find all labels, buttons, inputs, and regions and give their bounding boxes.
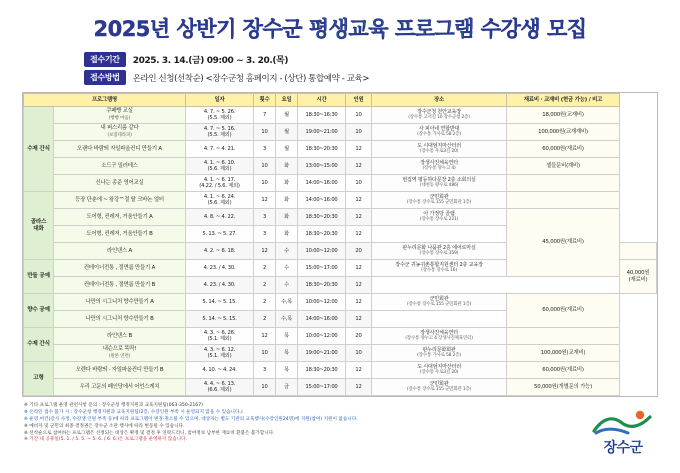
cell-date: 5. 13. ~ 5. 27.	[186, 226, 254, 243]
cell-time: 10:00~12:00	[298, 243, 346, 260]
cell-place: 번집역 평등하다문장 2층 소회의실 (대천동 왕수로 486)	[372, 175, 507, 192]
cell-date: 4. 4. ~ 6. 13. (6.6. 제외)	[186, 379, 254, 396]
cell-count: 10	[254, 124, 276, 141]
cell-fee: 18,000원(교재비)	[507, 107, 620, 124]
poster-title-block	[0, 0, 680, 43]
cell-fee	[507, 328, 620, 345]
cell-program-name: 도어형, 컨레저, 거움안들기 B	[54, 226, 186, 243]
cell-fee: 셀들문비(재비)	[507, 158, 620, 175]
cell-date: 4. 7. ~ 4. 21.	[186, 141, 254, 158]
cell-category: 수제 간식	[24, 328, 54, 362]
cell-count: 3	[254, 141, 276, 158]
cell-date: 4. 1. ~ 6. 10. (5.6. 제외)	[186, 158, 254, 175]
cell-people: 12	[346, 141, 372, 158]
cell-time: 10:00~12:00	[298, 294, 346, 311]
cell-program-name: 우리 고문의 페인당에서 어언스케치	[54, 379, 186, 396]
cell-program-name: 내슨으로 똑딱! (원론 연면)	[54, 345, 186, 362]
cell-fee: 50,000원(개별문의 가능)	[507, 379, 620, 396]
footnote-line: ※ 기간 내 공휴일(5. 1. / 5. 5. ~ 5. 6. / 6. 6.)은 프로그램을 운영하지 않습니다.	[24, 437, 188, 443]
cell-count: 3	[254, 209, 276, 226]
page-title	[0, 13, 680, 43]
col-time: 시간	[298, 94, 346, 107]
cell-count: 2	[254, 294, 276, 311]
cell-time: 15:00~17:00	[298, 379, 346, 396]
cell-place: 판누리문화회관 (장수통 가사로 58 2층)	[372, 345, 507, 362]
cell-place: 판누리문화 나품관 2층 에어로마실 (장수통 장수로 359)	[372, 243, 507, 260]
cell-time: 19:00~21:00	[298, 124, 346, 141]
title-part-1: 2025년 상반기 장수군	[93, 17, 309, 41]
cell-people: 12	[346, 311, 372, 328]
cell-date: 4. 3. ~ 6. 12. (5.1. 제외)	[186, 345, 254, 362]
jangsu-emblem-icon	[592, 409, 654, 435]
cell-place: 장생사진체육연터 (장수통 양누고 4 장생사진체육연터)	[372, 328, 507, 345]
cell-program-name: 라인댄스 A	[54, 243, 186, 260]
col-place: 장소	[372, 94, 507, 107]
cell-day: 목	[276, 328, 298, 345]
cell-count: 10	[254, 158, 276, 175]
cell-place: 군민회관 (장수통 장수로 155 군민회관 1층)	[372, 379, 507, 396]
logo-name: 장수군	[603, 440, 643, 456]
cell-day: 월	[276, 107, 298, 124]
cell-time: 19:00~21:00	[298, 345, 346, 362]
value-application-method: 온라인 신청(선착순) <장수군청 홈페이지 - (상단) 통합예약 - 교육>	[132, 73, 370, 84]
table-row	[24, 141, 657, 158]
cell-people: 12	[346, 277, 372, 294]
cell-fee	[507, 175, 620, 192]
cell-fee: 100,000원(교재비)	[507, 345, 620, 362]
table-head	[24, 94, 657, 107]
cell-program-name: 등장 단춘에 ~ 왕강™절 탈 크바논 얼터	[54, 192, 186, 209]
label-application-period: 접수기간	[84, 52, 126, 67]
footnote-line: ※ 선착순으로 참여하는 프로그램은 선정되는 대상은 확정 및 결정 후 연락드리니, 참여정보 남부한 재료비 환불은 불가합니다.	[24, 430, 275, 436]
cell-count: 2	[254, 260, 276, 277]
cell-time: 18:30~16:30	[298, 107, 346, 124]
table-row	[24, 379, 657, 396]
cell-date: 4. 2. ~ 6. 18.	[186, 243, 254, 260]
cell-count: 3	[254, 226, 276, 243]
cell-date: 4. 1. ~ 6. 17. (4.22. / 5.6. 제외)	[186, 175, 254, 192]
cell-program-name: 쿠페빵 교실 (빵빵 마음)	[54, 107, 186, 124]
cell-fee: 40,000원(재료비)	[620, 260, 657, 294]
cell-count: 10	[254, 379, 276, 396]
cell-day: 화	[276, 209, 298, 226]
table-row	[24, 158, 657, 175]
cell-people: 12	[346, 226, 372, 243]
cell-place: 군민회관 (장수통 장수로 155 군민회관 1층)	[372, 192, 507, 209]
cell-day: 수	[276, 277, 298, 294]
col-people: 인원	[346, 94, 372, 107]
cell-people: 20	[346, 328, 372, 345]
cell-count: 10	[254, 175, 276, 192]
table-row	[24, 209, 657, 226]
table-row	[24, 294, 657, 311]
info-row-method	[84, 70, 680, 85]
table-row	[24, 328, 657, 345]
footnotes	[24, 403, 464, 444]
cell-people: 10	[346, 175, 372, 192]
value-application-period: 2025. 3. 14.(금) 09:00 ~ 3. 20.(목)	[132, 56, 289, 66]
cell-program-name: 오랜다 바람띄 자일파올컨디 만들기 A	[54, 141, 186, 158]
cell-fee: 60,000원(재료비)	[507, 362, 620, 379]
cell-day: 목	[276, 345, 298, 362]
cell-time: 14:00~16:00	[298, 175, 346, 192]
table-row	[24, 107, 657, 124]
cell-people: 12	[346, 209, 372, 226]
cell-time: 18:30~20:30	[298, 209, 346, 226]
cell-day: 화	[276, 192, 298, 209]
cell-program-name: 컨테이너전통 , 절면롬 만들기 B	[54, 277, 186, 294]
cell-time: 13:00~15:00	[298, 158, 346, 175]
cell-program-name: 컨테이너전통 , 절면롬 만들기 A	[54, 260, 186, 277]
cell-day: 화	[276, 226, 298, 243]
cell-fee	[507, 192, 620, 209]
cell-place: 사 피아네 연합반대 (장수통 가사로 58 2층)	[372, 124, 507, 141]
cell-fee: 60,000원(재료비)	[507, 141, 620, 158]
cell-program-name: 오렌다 바람띄 · 자일파올컨디 만들기 B	[54, 362, 186, 379]
cell-day: 목	[276, 362, 298, 379]
cell-people: 10	[346, 345, 372, 362]
col-program-name: 프로그램명	[24, 94, 186, 107]
cell-count: 10	[254, 345, 276, 362]
cell-count: 3	[254, 362, 276, 379]
cell-program-name: 나만의 시그니처 향수만들기 B	[54, 311, 186, 328]
cell-day: 수,목	[276, 294, 298, 311]
cell-day: 화	[276, 158, 298, 175]
cell-date: 4. 23. / 4. 30.	[186, 260, 254, 277]
cell-fee: 100,000원(교재재비)	[507, 124, 620, 141]
cell-date: 4. 7. ~ 5. 26. (5.5. 제외)	[186, 107, 254, 124]
cell-category: 향수 공예	[24, 294, 54, 328]
cell-category: 고형	[24, 362, 54, 396]
cell-time: 15:00~17:00	[298, 260, 346, 277]
cell-category: 수제 간식	[24, 107, 54, 192]
cell-day: 수	[276, 260, 298, 277]
title-part-2: 평생교육 프로그램	[308, 17, 481, 41]
cell-day: 화	[276, 175, 298, 192]
cell-people: 12	[346, 158, 372, 175]
program-table-wrapper	[22, 92, 658, 397]
cell-date: 4. 8. ~ 4. 22.	[186, 209, 254, 226]
cell-time: 10:00~12:00	[298, 328, 346, 345]
cell-place: 장생사진체육연터 (장수통 양누고 4)	[372, 158, 507, 175]
col-day: 요일	[276, 94, 298, 107]
cell-people: 12	[346, 379, 372, 396]
table-row	[24, 124, 657, 141]
label-application-method: 접수방법	[84, 70, 126, 85]
cell-count: 2	[254, 277, 276, 294]
footnote-line: ※ 온라인 접수 불가 시 : 장수군청 행정지원과 교육지원팀(2층, 수강인원 부족 시 운영되지 않을 수 있습니다.)	[24, 409, 243, 415]
cell-time: 18:30~20:30	[298, 141, 346, 158]
cell-place: 아 가정당 골램 (장수통 장수로 221)	[372, 209, 507, 226]
cell-time: 14:00~16:00	[298, 311, 346, 328]
cell-place: 장수군청 천안교육장 (장수통 고서길 10 장수군청 2층)	[372, 107, 507, 124]
cell-program-name: 소드구 밀러테스	[54, 158, 186, 175]
cell-category: 골라스 대화	[24, 192, 54, 260]
col-date: 일자	[186, 94, 254, 107]
cell-count: 12	[254, 328, 276, 345]
cell-date: 5. 14. ~ 5. 15.	[186, 311, 254, 328]
cell-place: 도 시대엄지마산터러 (장수통 우로3길 20)	[372, 141, 507, 158]
footnote-line: ※ 운영 여건(강사 사정, 수강생 인원 부족 등)에 따라 프로그램이 변경·취소될 수 있으며, 대상자는 별도 기관의 교육행사(수강인원24명)에 지원(참여) 지원이 없습니다.	[24, 416, 358, 422]
cell-time: 14:00~16:00	[298, 192, 346, 209]
cell-time: 18:30~20:30	[298, 277, 346, 294]
table-row	[24, 277, 657, 294]
cell-category: 만들 공예	[24, 260, 54, 294]
cell-day: 수,목	[276, 311, 298, 328]
cell-date: 4. 23. / 4. 30.	[186, 277, 254, 294]
cell-people: 12	[346, 362, 372, 379]
cell-fee: 60,000원(재료비)	[507, 294, 620, 328]
program-table	[23, 93, 657, 396]
col-count: 횟수	[254, 94, 276, 107]
col-fee: 재료비 · 교재비 (현금 가능) / 비고	[507, 94, 620, 107]
cell-date: 5. 14. ~ 5. 15.	[186, 294, 254, 311]
cell-day: 금	[276, 379, 298, 396]
cell-time: 18:30~20:30	[298, 362, 346, 379]
cell-program-name: 나만의 시그니처 향수만들기 A	[54, 294, 186, 311]
cell-people: 10	[346, 107, 372, 124]
cell-count: 2	[254, 311, 276, 328]
table-row	[24, 175, 657, 192]
logo-block	[592, 409, 654, 457]
cell-day: 월	[276, 124, 298, 141]
table-row	[24, 345, 657, 362]
table-row	[24, 362, 657, 379]
cell-place: 도 시대엄지마산터러 (장수통 우로3길 20)	[372, 362, 507, 379]
cell-date: 4. 3. ~ 6. 26. (5.1. 제외)	[186, 328, 254, 345]
cell-program-name: 신나는 종준 영어교실	[54, 175, 186, 192]
cell-people: 12	[346, 294, 372, 311]
info-block	[0, 52, 680, 85]
cell-time: 18:30~20:30	[298, 226, 346, 243]
cell-fee: 45,000원(재료비)	[507, 209, 620, 277]
cell-day: 월	[276, 141, 298, 158]
cell-date: 4. 10. ~ 4. 24.	[186, 362, 254, 379]
cell-program-name: 도어형, 컨레저, 거움안들기 A	[54, 209, 186, 226]
table-header-row	[24, 94, 657, 107]
table-row	[24, 192, 657, 209]
cell-program-name: 라인댄스 B	[54, 328, 186, 345]
cell-program-name: 내 퍼스리름 같다 (보점테라피)	[54, 124, 186, 141]
cell-count: 12	[254, 243, 276, 260]
info-row-period	[84, 52, 680, 67]
cell-day: 수	[276, 243, 298, 260]
cell-people: 12	[346, 192, 372, 209]
footnote-line: ※ 예비자 및 군민의 최종 결정권은 장수군 소관 행사에 따라 변동될 수 있습니다.	[24, 423, 185, 429]
cell-people: 12	[346, 260, 372, 277]
footnote-line: ※ 기타 프로그램 운영 관련사항 문의 : 장수군청 행정지원과 교육지원팀(063-350-2167)	[24, 403, 203, 408]
title-part-3: 수강생 모집	[480, 17, 587, 41]
cell-place: 장수군 귀농귀촌통합지원센터 2층 교육장 (장수통 장수로 16)	[372, 260, 507, 277]
cell-date: 4. 1. ~ 6. 24. (5.6. 제외)	[186, 192, 254, 209]
cell-people: 10	[346, 124, 372, 141]
cell-count: 7	[254, 107, 276, 124]
cell-people: 20	[346, 243, 372, 260]
table-body	[24, 107, 657, 396]
cell-date: 4. 7. ~ 5. 16. (5.5. 제외)	[186, 124, 254, 141]
cell-count: 12	[254, 192, 276, 209]
cell-place: 군민회관 (장수통 장수로 155 군민회관 1층)	[372, 294, 507, 311]
cell-fee	[620, 243, 657, 260]
